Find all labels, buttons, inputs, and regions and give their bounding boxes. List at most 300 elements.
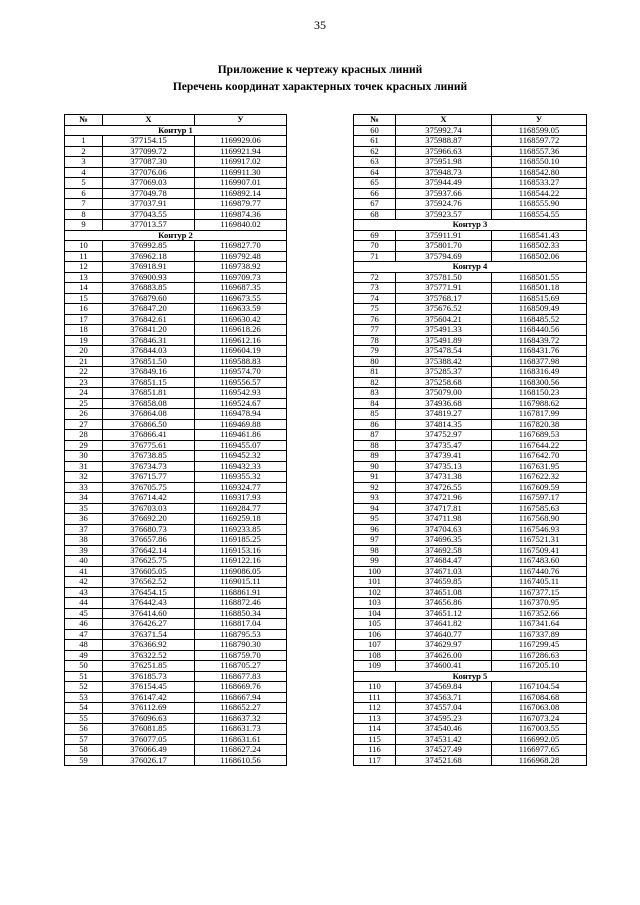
x-coordinate: 376366.92 bbox=[103, 640, 195, 651]
point-number: 4 bbox=[65, 167, 103, 178]
x-coordinate: 376715.77 bbox=[103, 472, 195, 483]
point-number: 111 bbox=[354, 692, 396, 703]
point-number: 88 bbox=[354, 440, 396, 451]
coordinates-list-title: Перечень координат характерных точек красных линий bbox=[172, 81, 468, 93]
x-coordinate: 375771.91 bbox=[396, 283, 492, 294]
point-number: 107 bbox=[354, 640, 396, 651]
y-coordinate: 1167568.90 bbox=[492, 514, 587, 525]
x-coordinate: 376738.85 bbox=[103, 451, 195, 462]
point-number: 91 bbox=[354, 472, 396, 483]
point-number: 104 bbox=[354, 608, 396, 619]
y-coordinate: 1167370.95 bbox=[492, 598, 587, 609]
x-coordinate: 374752.97 bbox=[396, 430, 492, 441]
table-row bbox=[354, 608, 587, 619]
y-coordinate: 1167483.60 bbox=[492, 556, 587, 567]
point-number: 13 bbox=[65, 272, 103, 283]
x-coordinate: 376851.81 bbox=[103, 388, 195, 399]
point-number: 112 bbox=[354, 703, 396, 714]
table-header-row bbox=[354, 115, 587, 126]
table-row bbox=[65, 482, 287, 493]
point-number: 65 bbox=[354, 178, 396, 189]
x-coordinate: 374814.35 bbox=[396, 419, 492, 430]
x-coordinate: 376562.52 bbox=[103, 577, 195, 588]
x-coordinate: 376992.85 bbox=[103, 241, 195, 252]
y-coordinate: 1168790.30 bbox=[195, 640, 287, 651]
x-coordinate: 376775.61 bbox=[103, 440, 195, 451]
y-coordinate: 1169618.26 bbox=[195, 325, 287, 336]
point-number: 33 bbox=[65, 482, 103, 493]
table-row bbox=[354, 388, 587, 399]
y-coordinate: 1169874.36 bbox=[195, 209, 287, 220]
table-row bbox=[65, 335, 287, 346]
column-header-y: У bbox=[492, 115, 587, 126]
column-header-y: У bbox=[195, 115, 287, 126]
y-coordinate: 1169892.14 bbox=[195, 188, 287, 199]
y-coordinate: 1169317.93 bbox=[195, 493, 287, 504]
y-coordinate: 1169827.70 bbox=[195, 241, 287, 252]
y-coordinate: 1169324.77 bbox=[195, 482, 287, 493]
point-number: 34 bbox=[65, 493, 103, 504]
y-coordinate: 1168533.27 bbox=[492, 178, 587, 189]
y-coordinate: 1167689.53 bbox=[492, 430, 587, 441]
y-coordinate: 1169233.85 bbox=[195, 524, 287, 535]
table-row bbox=[354, 430, 587, 441]
point-number: 71 bbox=[354, 251, 396, 262]
point-number: 38 bbox=[65, 535, 103, 546]
y-coordinate: 1168795.53 bbox=[195, 629, 287, 640]
contour-header-row bbox=[65, 125, 287, 136]
y-coordinate: 1169604.19 bbox=[195, 346, 287, 357]
y-coordinate: 1168502.06 bbox=[492, 251, 587, 262]
x-coordinate: 376322.52 bbox=[103, 650, 195, 661]
y-coordinate: 1167820.38 bbox=[492, 419, 587, 430]
x-coordinate: 374641.82 bbox=[396, 619, 492, 630]
appendix-title: Приложение к чертежу красных линий bbox=[217, 64, 423, 76]
point-number: 47 bbox=[65, 629, 103, 640]
x-coordinate: 374696.35 bbox=[396, 535, 492, 546]
table-row bbox=[354, 146, 587, 157]
x-coordinate: 376096.63 bbox=[103, 713, 195, 724]
point-number: 50 bbox=[65, 661, 103, 672]
x-coordinate: 374735.13 bbox=[396, 461, 492, 472]
x-coordinate: 374735.47 bbox=[396, 440, 492, 451]
x-coordinate: 375781.50 bbox=[396, 272, 492, 283]
y-coordinate: 1168555.90 bbox=[492, 199, 587, 210]
x-coordinate: 376112.69 bbox=[103, 703, 195, 714]
y-coordinate: 1169524.67 bbox=[195, 398, 287, 409]
table-row bbox=[65, 682, 287, 693]
x-coordinate: 376081.85 bbox=[103, 724, 195, 735]
x-coordinate: 375388.42 bbox=[396, 356, 492, 367]
x-coordinate: 376371.54 bbox=[103, 629, 195, 640]
y-coordinate: 1169478.94 bbox=[195, 409, 287, 420]
x-coordinate: 376851.15 bbox=[103, 377, 195, 388]
x-coordinate: 375079.00 bbox=[396, 388, 492, 399]
point-number: 1 bbox=[65, 136, 103, 147]
point-number: 15 bbox=[65, 293, 103, 304]
point-number: 86 bbox=[354, 419, 396, 430]
point-number: 101 bbox=[354, 577, 396, 588]
point-number: 106 bbox=[354, 629, 396, 640]
table-row bbox=[65, 136, 287, 147]
point-number: 66 bbox=[354, 188, 396, 199]
x-coordinate: 376442.43 bbox=[103, 598, 195, 609]
table-row bbox=[65, 209, 287, 220]
table-row bbox=[65, 755, 287, 766]
table-row bbox=[65, 493, 287, 504]
point-number: 97 bbox=[354, 535, 396, 546]
x-coordinate: 377069.03 bbox=[103, 178, 195, 189]
point-number: 21 bbox=[65, 356, 103, 367]
y-coordinate: 1169461.86 bbox=[195, 430, 287, 441]
table-row bbox=[354, 377, 587, 388]
x-coordinate: 376251.85 bbox=[103, 661, 195, 672]
y-coordinate: 1168485.52 bbox=[492, 314, 587, 325]
y-coordinate: 1169840.02 bbox=[195, 220, 287, 231]
table-row bbox=[354, 472, 587, 483]
x-coordinate: 374557.04 bbox=[396, 703, 492, 714]
x-coordinate: 376692.20 bbox=[103, 514, 195, 525]
table-row bbox=[354, 461, 587, 472]
table-row bbox=[354, 398, 587, 409]
y-coordinate: 1168541.43 bbox=[492, 230, 587, 241]
point-number: 58 bbox=[65, 745, 103, 756]
x-coordinate: 376625.75 bbox=[103, 556, 195, 567]
x-coordinate: 376918.91 bbox=[103, 262, 195, 273]
point-number: 96 bbox=[354, 524, 396, 535]
point-number: 6 bbox=[65, 188, 103, 199]
y-coordinate: 1167521.31 bbox=[492, 535, 587, 546]
table-row bbox=[354, 419, 587, 430]
x-coordinate: 376642.14 bbox=[103, 545, 195, 556]
x-coordinate: 376066.49 bbox=[103, 745, 195, 756]
x-coordinate: 375992.74 bbox=[396, 125, 492, 136]
x-coordinate: 374569.84 bbox=[396, 682, 492, 693]
x-coordinate: 375258.68 bbox=[396, 377, 492, 388]
y-coordinate: 1167104.54 bbox=[492, 682, 587, 693]
x-coordinate: 374651.08 bbox=[396, 587, 492, 598]
table-row bbox=[354, 346, 587, 357]
y-coordinate: 1168316.49 bbox=[492, 367, 587, 378]
table-row bbox=[65, 304, 287, 315]
y-coordinate: 1167631.95 bbox=[492, 461, 587, 472]
x-coordinate: 374563.71 bbox=[396, 692, 492, 703]
y-coordinate: 1168850.34 bbox=[195, 608, 287, 619]
table-row bbox=[354, 440, 587, 451]
point-number: 77 bbox=[354, 325, 396, 336]
table-row bbox=[65, 167, 287, 178]
y-coordinate: 1169673.55 bbox=[195, 293, 287, 304]
table-row bbox=[65, 419, 287, 430]
table-row bbox=[354, 209, 587, 220]
point-number: 48 bbox=[65, 640, 103, 651]
y-coordinate: 1169086.05 bbox=[195, 566, 287, 577]
x-coordinate: 374721.96 bbox=[396, 493, 492, 504]
table-row bbox=[354, 335, 587, 346]
x-coordinate: 376026.17 bbox=[103, 755, 195, 766]
table-row bbox=[65, 650, 287, 661]
point-number: 8 bbox=[65, 209, 103, 220]
x-coordinate: 374684.47 bbox=[396, 556, 492, 567]
y-coordinate: 1168861.91 bbox=[195, 587, 287, 598]
point-number: 114 bbox=[354, 724, 396, 735]
point-number: 70 bbox=[354, 241, 396, 252]
point-number: 32 bbox=[65, 472, 103, 483]
y-coordinate: 1169630.42 bbox=[195, 314, 287, 325]
table-row bbox=[354, 755, 587, 766]
point-number: 55 bbox=[65, 713, 103, 724]
point-number: 74 bbox=[354, 293, 396, 304]
point-number: 51 bbox=[65, 671, 103, 682]
x-coordinate: 377037.91 bbox=[103, 199, 195, 210]
y-coordinate: 1169633.59 bbox=[195, 304, 287, 315]
point-number: 24 bbox=[65, 388, 103, 399]
point-number: 56 bbox=[65, 724, 103, 735]
x-coordinate: 375285.37 bbox=[396, 367, 492, 378]
y-coordinate: 1169355.32 bbox=[195, 472, 287, 483]
y-coordinate: 1168515.69 bbox=[492, 293, 587, 304]
y-coordinate: 1166977.65 bbox=[492, 745, 587, 756]
point-number: 115 bbox=[354, 734, 396, 745]
table-row bbox=[65, 157, 287, 168]
y-coordinate: 1167622.32 bbox=[492, 472, 587, 483]
y-coordinate: 1167509.41 bbox=[492, 545, 587, 556]
table-row bbox=[354, 577, 587, 588]
table-row bbox=[65, 461, 287, 472]
table-row bbox=[354, 682, 587, 693]
table-row bbox=[65, 703, 287, 714]
table-row bbox=[65, 619, 287, 630]
y-coordinate: 1169452.32 bbox=[195, 451, 287, 462]
point-number: 93 bbox=[354, 493, 396, 504]
x-coordinate: 376605.05 bbox=[103, 566, 195, 577]
table-row bbox=[354, 629, 587, 640]
point-number: 72 bbox=[354, 272, 396, 283]
point-number: 57 bbox=[65, 734, 103, 745]
y-coordinate: 1168669.76 bbox=[195, 682, 287, 693]
table-row bbox=[354, 188, 587, 199]
x-coordinate: 375768.17 bbox=[396, 293, 492, 304]
x-coordinate: 377013.57 bbox=[103, 220, 195, 231]
x-coordinate: 375676.52 bbox=[396, 304, 492, 315]
y-coordinate: 1168544.22 bbox=[492, 188, 587, 199]
point-number: 53 bbox=[65, 692, 103, 703]
x-coordinate: 374711.98 bbox=[396, 514, 492, 525]
point-number: 7 bbox=[65, 199, 103, 210]
x-coordinate: 376426.27 bbox=[103, 619, 195, 630]
table-row bbox=[65, 545, 287, 556]
x-coordinate: 376185.73 bbox=[103, 671, 195, 682]
point-number: 25 bbox=[65, 398, 103, 409]
point-number: 94 bbox=[354, 503, 396, 514]
y-coordinate: 1167286.63 bbox=[492, 650, 587, 661]
point-number: 39 bbox=[65, 545, 103, 556]
table-row bbox=[354, 314, 587, 325]
y-coordinate: 1168667.94 bbox=[195, 692, 287, 703]
table-row bbox=[65, 409, 287, 420]
y-coordinate: 1168501.18 bbox=[492, 283, 587, 294]
coordinates-table-right bbox=[353, 114, 587, 766]
point-number: 95 bbox=[354, 514, 396, 525]
table-row bbox=[354, 167, 587, 178]
x-coordinate: 375794.69 bbox=[396, 251, 492, 262]
x-coordinate: 374659.85 bbox=[396, 577, 492, 588]
table-row bbox=[65, 587, 287, 598]
point-number: 69 bbox=[354, 230, 396, 241]
x-coordinate: 375951.98 bbox=[396, 157, 492, 168]
y-coordinate: 1169911.30 bbox=[195, 167, 287, 178]
table-row bbox=[65, 356, 287, 367]
point-number: 10 bbox=[65, 241, 103, 252]
table-row bbox=[65, 241, 287, 252]
table-row bbox=[354, 125, 587, 136]
point-number: 14 bbox=[65, 283, 103, 294]
table-row bbox=[354, 692, 587, 703]
table-row bbox=[65, 440, 287, 451]
x-coordinate: 375924.76 bbox=[396, 199, 492, 210]
table-row bbox=[65, 346, 287, 357]
table-row bbox=[65, 671, 287, 682]
table-row bbox=[354, 545, 587, 556]
contour-header-row bbox=[65, 230, 287, 241]
point-number: 89 bbox=[354, 451, 396, 462]
x-coordinate: 374656.86 bbox=[396, 598, 492, 609]
y-coordinate: 1167299.45 bbox=[492, 640, 587, 651]
y-coordinate: 1168509.49 bbox=[492, 304, 587, 315]
point-number: 45 bbox=[65, 608, 103, 619]
x-coordinate: 376858.08 bbox=[103, 398, 195, 409]
x-coordinate: 374726.55 bbox=[396, 482, 492, 493]
table-row bbox=[354, 734, 587, 745]
x-coordinate: 376851.50 bbox=[103, 356, 195, 367]
x-coordinate: 374521.68 bbox=[396, 755, 492, 766]
column-header-x: X bbox=[396, 115, 492, 126]
column-header-number: № bbox=[65, 115, 103, 126]
point-number: 76 bbox=[354, 314, 396, 325]
table-row bbox=[65, 503, 287, 514]
table-row bbox=[354, 503, 587, 514]
x-coordinate: 374692.58 bbox=[396, 545, 492, 556]
point-number: 68 bbox=[354, 209, 396, 220]
y-coordinate: 1168705.27 bbox=[195, 661, 287, 672]
point-number: 99 bbox=[354, 556, 396, 567]
x-coordinate: 376077.05 bbox=[103, 734, 195, 745]
table-row bbox=[354, 724, 587, 735]
point-number: 11 bbox=[65, 251, 103, 262]
point-number: 105 bbox=[354, 619, 396, 630]
y-coordinate: 1167644.22 bbox=[492, 440, 587, 451]
table-row bbox=[65, 535, 287, 546]
y-coordinate: 1167988.62 bbox=[492, 398, 587, 409]
y-coordinate: 1169153.16 bbox=[195, 545, 287, 556]
point-number: 37 bbox=[65, 524, 103, 535]
y-coordinate: 1168631.61 bbox=[195, 734, 287, 745]
y-coordinate: 1169917.02 bbox=[195, 157, 287, 168]
table-row bbox=[65, 692, 287, 703]
point-number: 82 bbox=[354, 377, 396, 388]
point-number: 16 bbox=[65, 304, 103, 315]
point-number: 9 bbox=[65, 220, 103, 231]
y-coordinate: 1169879.77 bbox=[195, 199, 287, 210]
y-coordinate: 1166968.28 bbox=[492, 755, 587, 766]
x-coordinate: 375491.89 bbox=[396, 335, 492, 346]
point-number: 79 bbox=[354, 346, 396, 357]
point-number: 98 bbox=[354, 545, 396, 556]
y-coordinate: 1167337.89 bbox=[492, 629, 587, 640]
table-row bbox=[354, 136, 587, 147]
contour-label: Контур 1 bbox=[65, 125, 287, 136]
x-coordinate: 376842.61 bbox=[103, 314, 195, 325]
x-coordinate: 376147.42 bbox=[103, 692, 195, 703]
point-number: 110 bbox=[354, 682, 396, 693]
x-coordinate: 376657.86 bbox=[103, 535, 195, 546]
x-coordinate: 375801.70 bbox=[396, 241, 492, 252]
coordinates-table-left bbox=[64, 114, 287, 766]
table-row bbox=[65, 430, 287, 441]
x-coordinate: 377049.78 bbox=[103, 188, 195, 199]
x-coordinate: 375944.49 bbox=[396, 178, 492, 189]
point-number: 62 bbox=[354, 146, 396, 157]
x-coordinate: 376414.60 bbox=[103, 608, 195, 619]
x-coordinate: 375948.73 bbox=[396, 167, 492, 178]
point-number: 73 bbox=[354, 283, 396, 294]
table-row bbox=[65, 314, 287, 325]
table-row bbox=[354, 535, 587, 546]
point-number: 67 bbox=[354, 199, 396, 210]
point-number: 19 bbox=[65, 335, 103, 346]
y-coordinate: 1167341.64 bbox=[492, 619, 587, 630]
point-number: 17 bbox=[65, 314, 103, 325]
point-number: 27 bbox=[65, 419, 103, 430]
y-coordinate: 1169588.83 bbox=[195, 356, 287, 367]
point-number: 23 bbox=[65, 377, 103, 388]
point-number: 49 bbox=[65, 650, 103, 661]
table-row bbox=[65, 524, 287, 535]
table-row bbox=[65, 724, 287, 735]
point-number: 85 bbox=[354, 409, 396, 420]
point-number: 78 bbox=[354, 335, 396, 346]
point-number: 84 bbox=[354, 398, 396, 409]
table-row bbox=[354, 661, 587, 672]
table-row bbox=[354, 745, 587, 756]
point-number: 29 bbox=[65, 440, 103, 451]
x-coordinate: 376714.42 bbox=[103, 493, 195, 504]
x-coordinate: 374671.03 bbox=[396, 566, 492, 577]
x-coordinate: 374651.12 bbox=[396, 608, 492, 619]
table-row bbox=[354, 409, 587, 420]
point-number: 100 bbox=[354, 566, 396, 577]
x-coordinate: 376846.31 bbox=[103, 335, 195, 346]
y-coordinate: 1168440.56 bbox=[492, 325, 587, 336]
table-row bbox=[65, 388, 287, 399]
table-row bbox=[354, 367, 587, 378]
x-coordinate: 376680.73 bbox=[103, 524, 195, 535]
y-coordinate: 1168872.46 bbox=[195, 598, 287, 609]
y-coordinate: 1168542.80 bbox=[492, 167, 587, 178]
point-number: 26 bbox=[65, 409, 103, 420]
x-coordinate: 376879.60 bbox=[103, 293, 195, 304]
table-row bbox=[65, 608, 287, 619]
x-coordinate: 376844.03 bbox=[103, 346, 195, 357]
y-coordinate: 1167352.66 bbox=[492, 608, 587, 619]
contour-label: Контур 3 bbox=[354, 220, 587, 231]
y-coordinate: 1168502.33 bbox=[492, 241, 587, 252]
table-row bbox=[65, 745, 287, 756]
contour-header-row bbox=[354, 220, 587, 231]
point-number: 54 bbox=[65, 703, 103, 714]
table-row bbox=[354, 598, 587, 609]
point-number: 41 bbox=[65, 566, 103, 577]
